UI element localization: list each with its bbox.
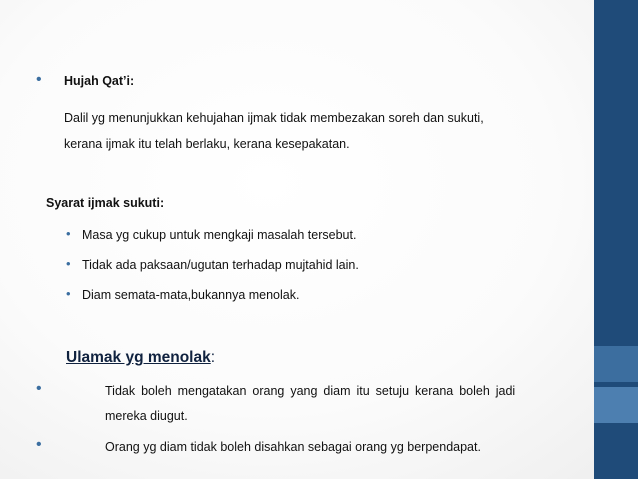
syarat-item-3: Diam semata-mata,bukannya menolak.: [82, 288, 300, 302]
sidebar-tile: [594, 387, 638, 423]
hujah-line-1: Dalil yg menunjukkan kehujahan ijmak tidak membezakan soreh dan sukuti,: [64, 111, 484, 125]
bullet-marker: •: [66, 256, 71, 271]
ulamak-item-1-line-1: Tidak boleh mengatakan orang yang diam itu setuju kerana boleh jadi: [105, 384, 516, 398]
bullet-marker: •: [36, 71, 42, 88]
bullet-marker: •: [66, 226, 71, 241]
bullet-marker: •: [36, 436, 42, 453]
hujah-line-2: kerana ijmak itu telah berlaku, kerana kesepakatan.: [64, 137, 350, 151]
bullet-marker: •: [66, 286, 71, 301]
ulamak-item-2-line-1: Orang yg diam tidak boleh disahkan sebagai orang yg berpendapat.: [105, 440, 481, 454]
sidebar-tile: [594, 346, 638, 382]
syarat-item-2: Tidak ada paksaan/ugutan terhadap mujtahid lain.: [82, 258, 359, 272]
ulamak-title: Ulamak yg menolak: [66, 349, 211, 366]
syarat-title: Syarat ijmak sukuti:: [46, 196, 165, 210]
syarat-item-1: Masa yg cukup untuk mengkaji masalah tersebut.: [82, 228, 357, 242]
ulamak-heading: [66, 349, 215, 367]
bullet-marker: •: [36, 380, 42, 397]
ulamak-item-1-line-2: mereka diugut.: [105, 409, 188, 423]
ulamak-colon: :: [210, 349, 216, 366]
hujah-title: Hujah Qat’i:: [64, 74, 135, 88]
